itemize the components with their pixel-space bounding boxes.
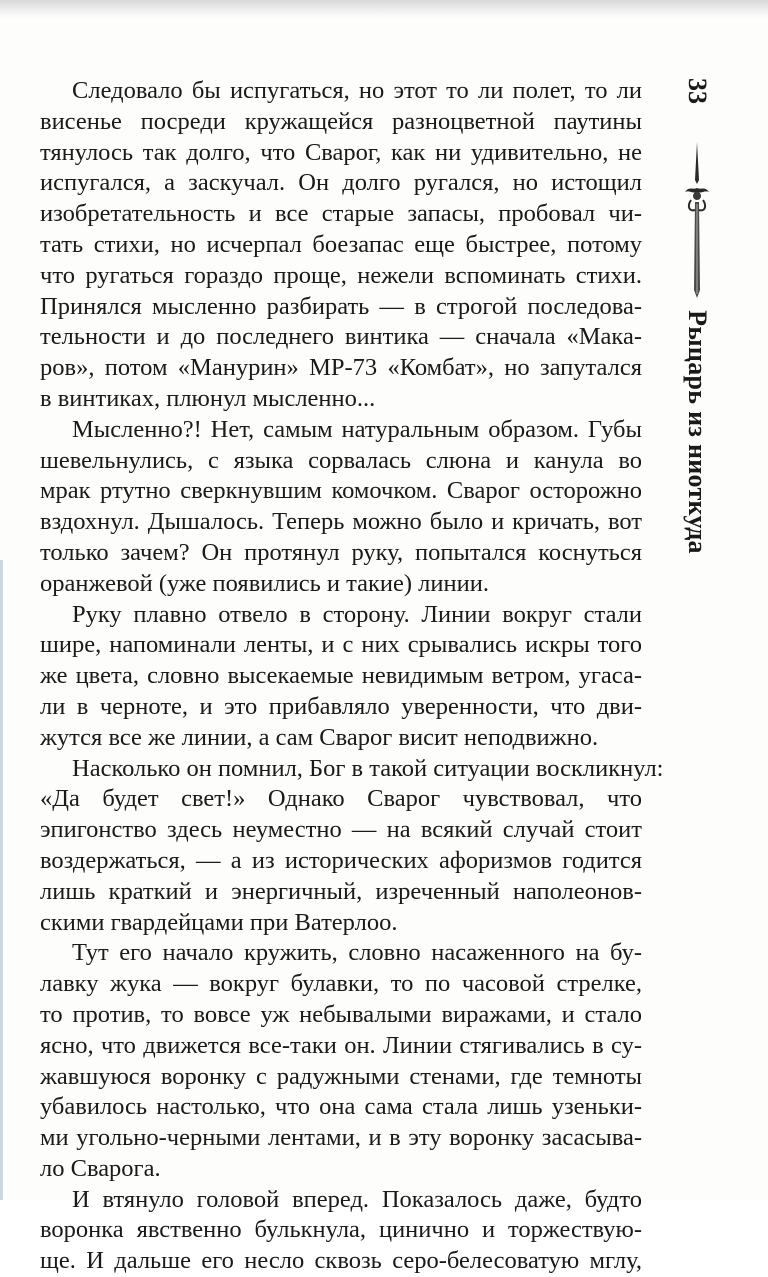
page-left-edge <box>0 560 3 1200</box>
sword-ornament-icon <box>677 140 717 300</box>
text-line: Тут его начало кружить, словно насаженного на бу- <box>72 939 642 967</box>
text-line: убавилось настолько, что она сама стала лишь узеньки- <box>40 1093 642 1121</box>
text-line: в винтиках, плюнул мысленно... <box>40 384 376 412</box>
text-line: испугался, а заскучал. Он долго ругался, но истощил <box>40 169 642 197</box>
text-line: висенье посреди кружащейся разноцветной паутины <box>40 107 642 135</box>
text-line: тать стихи, но исчерпал боезапас еще быстрее, потому <box>40 230 642 258</box>
text-line: только зачем? Он протянул руку, попытался коснуться <box>40 538 642 566</box>
text-line: жутся все же линии, а сам Сварог висит неподвижно. <box>40 723 599 751</box>
text-line: ров», потом «Манурин» МР-73 «Комбат», но запутался <box>40 354 642 382</box>
text-line: Мысленно?! Нет, самым натуральным образом. Губы <box>72 415 642 443</box>
text-line: жавшуюся воронку с радужными стенами, где темноты <box>40 1062 642 1090</box>
text-line: эпигонство здесь неуместно — на всякий случай стоит <box>40 816 642 844</box>
text-line: вздохнул. Дышалось. Теперь можно было и кричать, вот <box>40 508 642 536</box>
text-line: шире, напоминали ленты, и с них срывались искры того <box>40 631 642 659</box>
text-line: скими гвардейцами при Ватерлоо. <box>40 908 398 936</box>
page-top-edge <box>0 0 768 18</box>
text-line: И втянуло головой вперед. Показалось даже, будто <box>72 1185 642 1213</box>
text-line: лавку жука — вокруг булавки, то по часовой стрелке, <box>40 970 642 998</box>
text-line: ще. И дальше его несло сквозь серо-белесоватую мглу, <box>40 1247 642 1275</box>
text-line: шевельнулись, с языка сорвалась слюна и канула во <box>40 446 642 474</box>
text-line: Насколько он помнил, Бог в такой ситуации воскликнул: <box>72 754 664 782</box>
text-line: воронка явственно булькнула, цинично и торжествую- <box>40 1216 642 1244</box>
text-line: лишь краткий и энергичный, изреченный наполеонов- <box>40 877 642 905</box>
page-number: 33 <box>683 78 712 104</box>
text-line: Руку плавно отвело в сторону. Линии вокруг стали <box>72 600 642 628</box>
body-text <box>40 76 664 1277</box>
text-line: тянулось так долго, что Сварог, как ни удивительно, не <box>40 138 642 166</box>
text-line: Следовало бы испугаться, но этот то ли полет, то ли <box>72 77 642 104</box>
text-line: воздержаться, — а из исторических афоризмов годится <box>40 846 642 874</box>
running-head <box>652 60 742 1180</box>
text-line: Принялся мысленно разбирать — в строгой последова- <box>40 292 642 320</box>
text-line: мрак ртутно сверкнувшим комочком. Сварог осторожно <box>40 477 642 505</box>
text-line: ми угольно-черными лентами, и в эту воронку засасыва- <box>40 1124 642 1152</box>
text-line: ли в черноте, и это прибавляло уверенности, что дви- <box>40 692 642 720</box>
text-line: ясно, что движется все-таки он. Линии стягивались в су- <box>40 1031 642 1059</box>
text-line: то против, то вовсе уж небывалыми виражами, и стало <box>40 1000 642 1028</box>
text-line: оранжевой (уже появились и такие) линии. <box>40 569 489 597</box>
text-line: изобретательность и все старые запасы, пробовал чи- <box>40 200 642 228</box>
text-line: же цвета, словно высекаемые невидимым ветром, угаса- <box>40 662 642 690</box>
book-title: Рыцарь из ниоткуда <box>683 310 712 554</box>
text-line: «Да будет свет!» Однако Сварог чувствовал, что <box>40 785 642 813</box>
text-line: тельности и до последнего винтика — сначала «Мака- <box>40 323 642 351</box>
text-line: ло Сварога. <box>40 1154 161 1182</box>
text-line: что ругаться гораздо проще, нежели вспоминать стихи. <box>40 261 642 289</box>
